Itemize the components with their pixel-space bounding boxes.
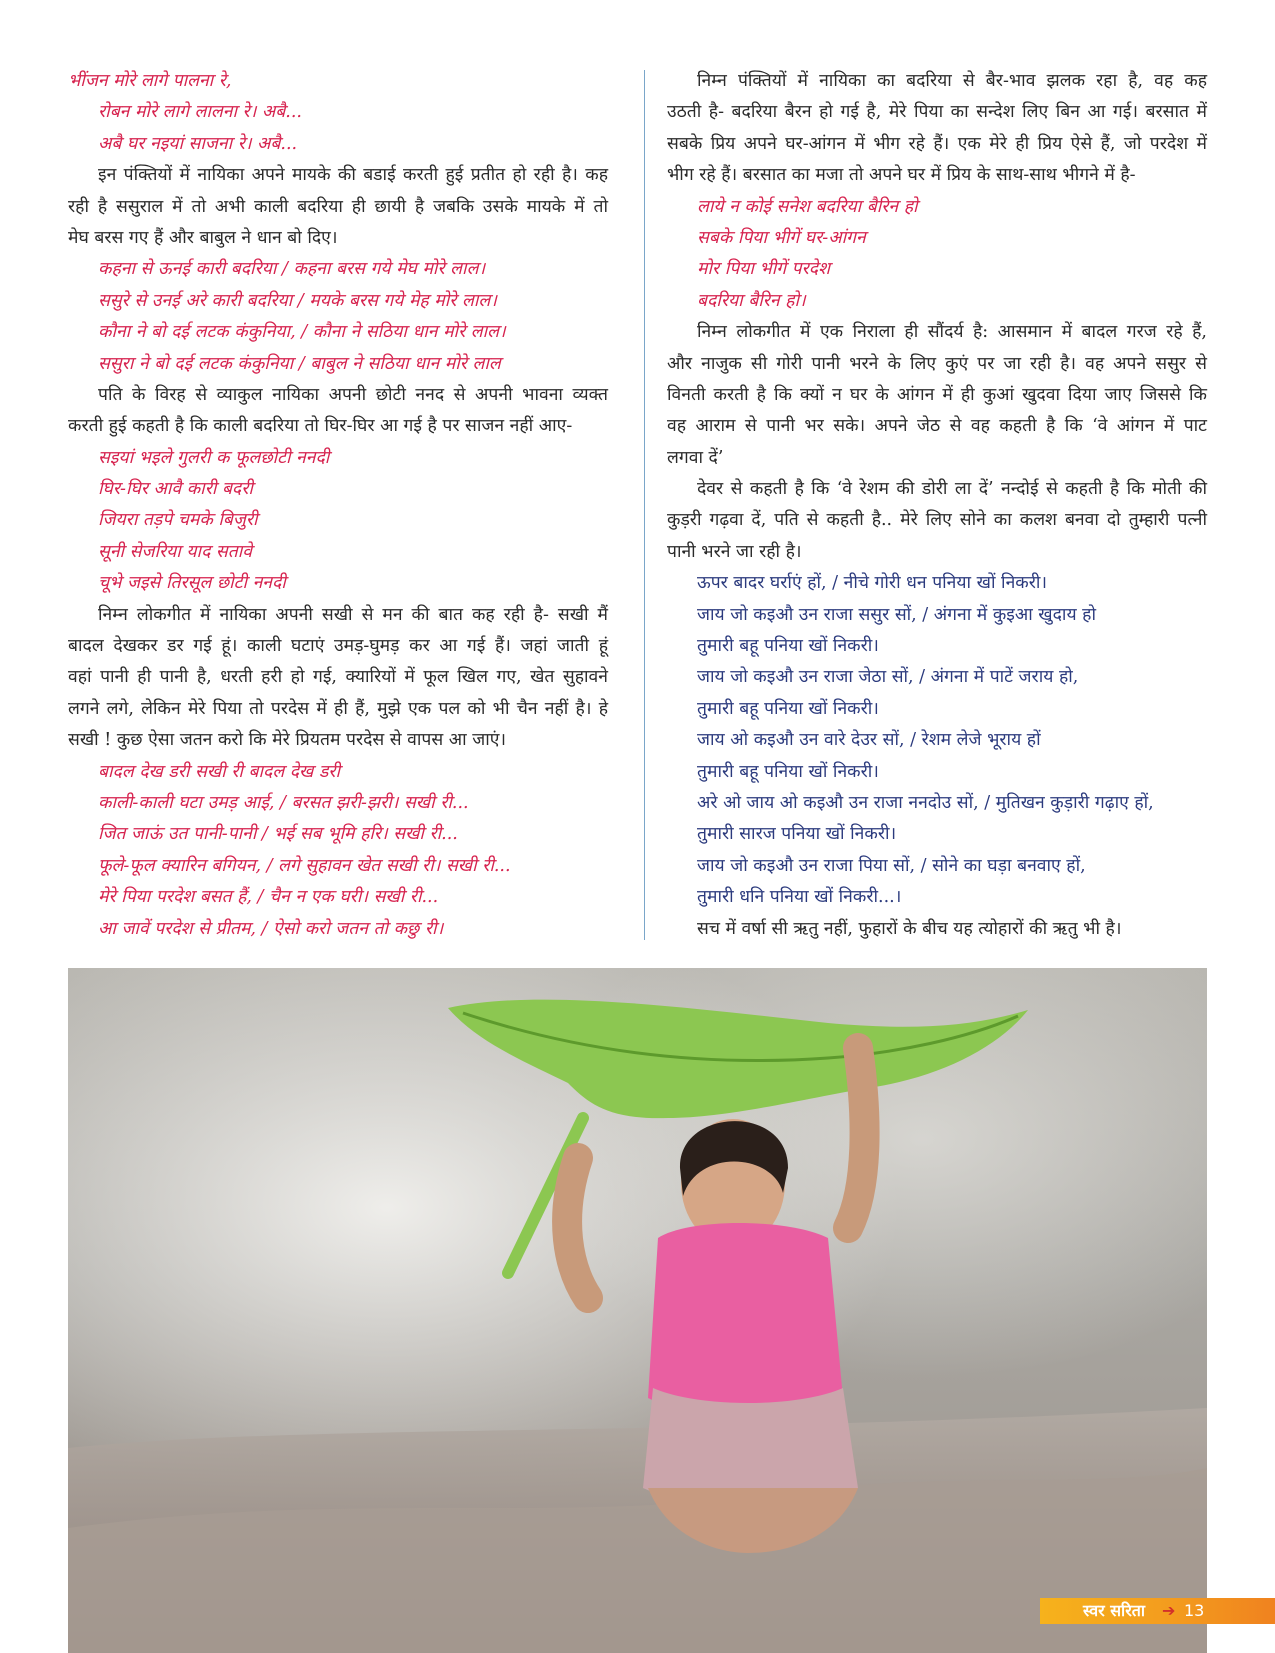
verse-line: ससुरे से उनई अरे कारी बदरिया / मयके बरस गये मेह मोरे लाल। — [98, 290, 497, 311]
verse-line: सूनी सेजरिया याद सतावे — [98, 541, 252, 562]
verse-line: भींजन मोरे लागे पालना रे, — [68, 71, 232, 91]
verse-line: तुमारी धनि पनिया खों निकरी...। — [697, 887, 902, 908]
right-column — [667, 66, 1207, 945]
paragraph-line: बादल देखकर डर गई हूं। काली घटाएं उमड़-घुमड़ कर आ गई हैं। जहां जाती हूं — [68, 636, 608, 657]
verse-line: ससुरा ने बो दई लटक कंकुनिया / बाबुल ने सठिया धान मोरे लाल — [98, 353, 501, 374]
verse-line: कौना ने बो दई लटक कंकुनिया, / कौना ने सठिया धान मोरे लाल। — [98, 322, 506, 343]
verse-line: मेरे पिया परदेश बसत हैं, / चैन न एक घरी। सखी री... — [98, 887, 439, 908]
paragraph-line: भीग रहे हैं। बरसात का मजा तो अपने घर में प्रिय के साथ-साथ भीगने में है- — [667, 165, 1136, 186]
verse-line: अरे ओ जाय ओ कइऔ उन राजा ननदोउ सों, / मुतिखन कुड़ारी गढ़ाए हों, — [697, 792, 1154, 813]
verse-line: जाय जो कइऔ उन राजा पिया सों, / सोने का घड़ा बनवाए हों, — [697, 855, 1086, 876]
verse-line: तुमारी बहू पनिया खों निकरी। — [697, 698, 879, 719]
verse-line: ऊपर बादर घर्राएं हों, / नीचे गोरी धन पनिया खों निकरी। — [697, 573, 1048, 594]
verse-line: तुमारी बहू पनिया खों निकरी। — [697, 761, 879, 782]
verse-line: सइयां भइले गुलरी क फूलछोटी ननदी — [98, 447, 330, 468]
verse-line: सबके पिया भीगें घर-आंगन — [697, 227, 866, 248]
verse-line: काली-काली घटा उमड़ आई, / बरसत झरी-झरी। सखी री... — [98, 792, 469, 813]
verse-line: तुमारी बहू पनिया खों निकरी। — [697, 636, 879, 657]
paragraph-line: सबके प्रिय अपने घर-आंगन में भीग रहे हैं। एक मेरे ही प्रिय ऐसे हैं, जो परदेश में — [667, 133, 1207, 154]
paragraph-line: इन पंक्तियों में नायिका अपने मायके की बडाई करती हुई प्रतीत हो रही है। कह — [98, 165, 608, 186]
paragraph-line: निम्न लोकगीत में नायिका अपनी सखी से मन की बात कह रही है- सखी मैं — [98, 604, 608, 625]
verse-line: जाय जो कइऔ उन राजा जेठा सों, / अंगना में पाटें जराय हो, — [697, 667, 1079, 688]
verse-line: जाय ओ कइऔ उन वारे देउर सों, / रेशम लेजे भूराय हों — [697, 730, 1041, 751]
verse-line: जियरा तड़पे चमके बिजुरी — [98, 510, 258, 531]
paragraph-line: और नाजुक सी गोरी पानी भरने के लिए कुएं पर जा रही है। वह अपने ससुर से — [667, 353, 1207, 374]
girl-with-leaf-umbrella-photo — [68, 968, 1207, 1653]
column-divider — [644, 70, 645, 940]
verse-line: जित जाऊं उत पानी-पानी / भई सब भूमि हरि। सखी री... — [98, 824, 458, 845]
verse-line: घिर-घिर आवै कारी बदरी — [98, 479, 253, 500]
paragraph-line: कुड़री गढ़वा दें, पति से कहती है.. मेरे लिए सोने का कलश बनवा दो तुम्हारी पत्नी — [667, 510, 1207, 531]
paragraph-line: विनती करती है कि क्यों न घर के आंगन में ही कुआं खुदवा दिया जाए जिससे कि — [667, 384, 1207, 405]
paragraph-line: मेघ बरस गए हैं और बाबुल ने धान बो दिए। — [68, 227, 338, 248]
arrow-icon: ➔ — [1162, 1601, 1176, 1620]
paragraph-line: वह आराम से पानी भर सके। अपने जेठ से वह कहती है कि ‘वे आंगन में पाट — [667, 416, 1207, 437]
paragraph-line: रही है ससुराल में तो अभी काली बदरिया ही छायी है जबकि उसके मायके में तो — [68, 196, 608, 217]
verse-line: कहना से ऊनई कारी बदरिया / कहना बरस गये मेघ मोरे लाल। — [98, 259, 486, 280]
verse-line: अबै घर नइयां साजना रे। अबै... — [98, 133, 298, 154]
verse-line: मोर पिया भीगें परदेश — [697, 259, 830, 280]
page-number: 13 — [1184, 1601, 1205, 1620]
paragraph-line: निम्न पंक्तियों में नायिका का बदरिया से बैर-भाव झलक रहा है, वह कह — [697, 71, 1207, 91]
left-column — [68, 66, 608, 945]
paragraph-line: लगवा दें’ — [667, 447, 724, 468]
paragraph-line: सच में वर्षा सी ऋतु नहीं, फुहारों के बीच यह त्योहारों की ऋतु भी है। — [697, 918, 1122, 939]
paragraph-line: पानी भरने जा रही है। — [667, 541, 802, 562]
paragraph-line: करती हुई कहती है कि काली बदरिया तो घिर-घिर आ गई है पर साजन नहीं आए- — [68, 416, 573, 437]
paragraph-line: पति के विरह से व्याकुल नायिका अपनी छोटी ननद से अपनी भावना व्यक्त — [98, 384, 608, 405]
verse-line: रोबन मोरे लागे लालना रे। अबै... — [98, 102, 302, 123]
footer-band — [1040, 1598, 1275, 1624]
verse-line: आ जावें परदेश से प्रीतम, / ऐसो करो जतन तो कछु री। — [98, 918, 444, 939]
verse-line: लाये न कोई सनेश बदरिया बैरिन हो — [697, 196, 918, 217]
paragraph-line: निम्न लोकगीत में एक निराला ही सौंदर्य है: आसमान में बादल गरज रहे हैं, — [697, 322, 1207, 343]
paragraph-line: वहां पानी ही पानी है, धरती हरी हो गई, क्यारियों में फूल खिल गए, खेत सुहावने — [68, 667, 608, 688]
verse-line: जाय जो कइऔ उन राजा ससुर सों, / अंगना में कुइआ खुदाय हो — [697, 604, 1096, 625]
paragraph-line: लगने लगे, लेकिन मेरे पिया तो परदेस में ही हैं, मुझे एक पल को भी चैन नहीं है। हे — [68, 698, 608, 719]
verse-line: तुमारी सारज पनिया खों निकरी। — [697, 824, 897, 845]
paragraph-line: देवर से कहती है कि ‘वे रेशम की डोरी ला दें’ नन्दोई से कहती है कि मोती की — [697, 479, 1207, 500]
magazine-name: स्वर सरिता — [1083, 1601, 1146, 1620]
verse-line: फूले-फूल क्यारिन बगियन, / लगे सुहावन खेत सखी री। सखी री... — [98, 855, 511, 876]
verse-line: चूभे जइसे तिरसूल छोटी ननदी — [98, 573, 286, 594]
paragraph-line: सखी ! कुछ ऐसा जतन करो कि मेरे प्रियतम परदेस से वापस आ जाएं। — [68, 730, 507, 751]
paragraph-line: उठती है- बदरिया बैरन हो गई है, मेरे पिया का सन्देश लिए बिन आ गई। बरसात में — [667, 102, 1207, 123]
verse-line: बादल देख डरी सखी री बादल देख डरी — [98, 761, 340, 782]
verse-line: बदरिया बैरिन हो। — [697, 290, 806, 311]
